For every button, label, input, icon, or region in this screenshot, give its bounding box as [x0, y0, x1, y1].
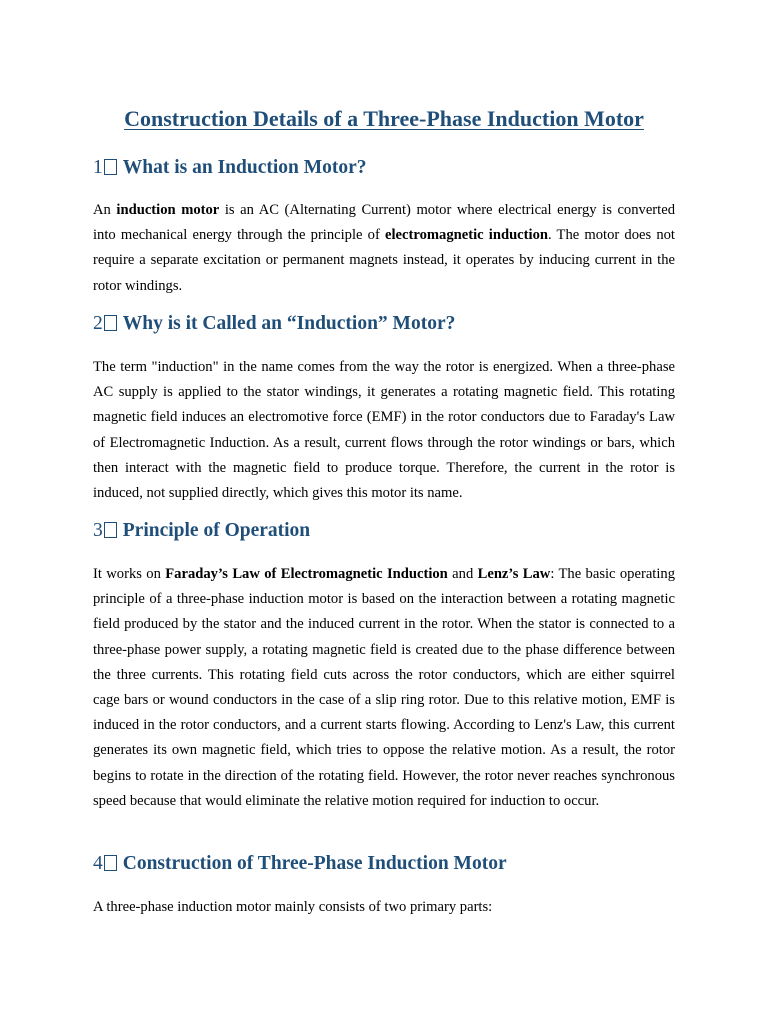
missing-glyph-icon — [104, 159, 117, 175]
section-heading-text: Why is it Called an “Induction” Motor? — [122, 313, 456, 334]
section-1-heading — [93, 157, 367, 179]
section-heading-text: Construction of Three-Phase Induction Motor — [122, 853, 507, 874]
missing-glyph-icon — [104, 315, 117, 331]
section-2-heading — [93, 313, 455, 335]
section-number: 3 — [93, 520, 103, 541]
bold-term: induction motor — [116, 202, 220, 218]
text-run: : The basic operating principle of a three-phase induction motor is based on the interaction between a rotating magnetic field produced by the stator and the induced current in the rotor. When the stator is connected to a three-phase power supply, a rotating magnetic field is created due to the phase difference between the three currents. This rotating field cuts across the rotor conductors, which are either squirrel cage bars or wound conductors in the case of a slip ring rotor. Due to this relative motion, EMF is induced in the rotor conductors, and a current starts flowing. According to Lenz's Law, this current generates its own magnetic field, which tries to oppose the relative motion. As a result, the rotor begins to rotate in the direction of the rotating field. However, the rotor never reaches synchronous speed because that would eliminate the relative motion required for induction to occur. — [93, 566, 675, 809]
section-4-paragraph: A three-phase induction motor mainly consists of two primary parts: — [93, 899, 493, 915]
text-run: and — [447, 566, 478, 582]
bold-term: Faraday’s Law of Electromagnetic Induction — [165, 566, 448, 582]
text-run: . The motor does not require a separate excitation or permanent magnets instead, it operates by inducing current in the rotor windings. — [93, 227, 675, 294]
missing-glyph-icon — [104, 855, 117, 871]
document-title: Construction Details of a Three-Phase Induction Motor — [124, 106, 644, 131]
section-1-paragraph — [93, 198, 675, 299]
text-run: is an AC (Alternating Current) motor where electrical energy is converted into mechanical energy through the principle of — [93, 202, 675, 244]
section-3-heading — [93, 520, 310, 542]
bold-term: electromagnetic induction — [385, 227, 548, 244]
text-run: An — [93, 202, 117, 218]
section-heading-text: What is an Induction Motor? — [122, 157, 367, 178]
section-3-paragraph — [93, 562, 675, 814]
section-2-paragraph: The term "induction" in the name comes from the way the rotor is energized. When a three-phase AC supply is applied to the stator windings, it generates a rotating magnetic field. This rotating magnetic field induces an electromotive force (EMF) in the rotor conductors due to Faraday's Law of Electromagnetic Induction. As a result, current flows through the rotor windings or bars, which then interact with the magnetic field to produce torque. Therefore, the current in the rotor is induced, not supplied directly, which gives this motor its name. — [93, 359, 675, 502]
section-4-heading — [93, 853, 507, 875]
section-number: 4 — [93, 853, 103, 874]
bold-term: Lenz’s Law — [477, 566, 551, 582]
section-number: 1 — [93, 157, 103, 178]
text-run: It works on — [93, 566, 166, 582]
missing-glyph-icon — [104, 522, 117, 538]
section-number: 2 — [93, 313, 103, 334]
section-heading-text: Principle of Operation — [122, 520, 311, 541]
